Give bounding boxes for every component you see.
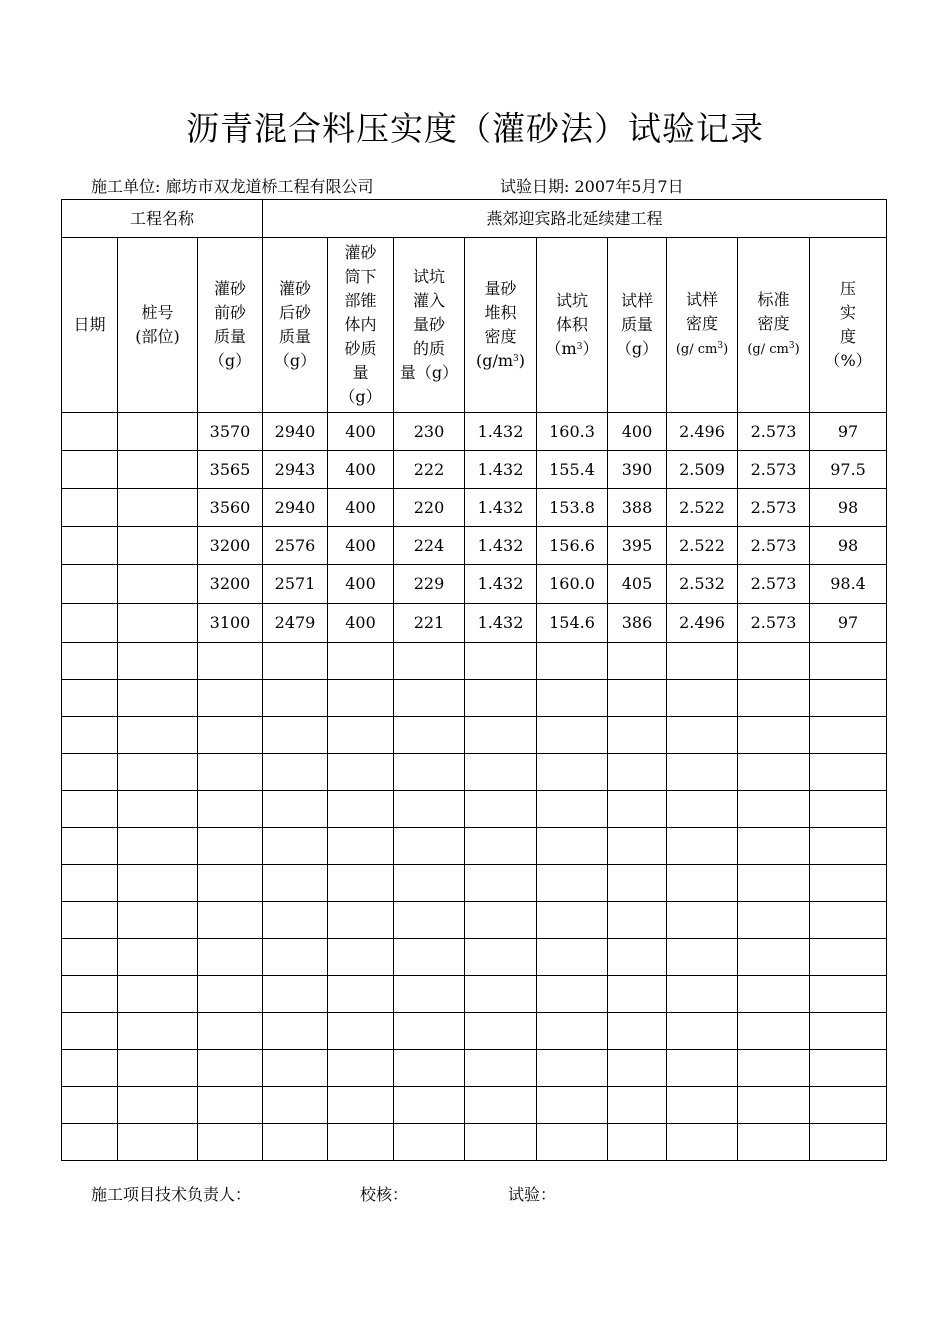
table-row <box>62 902 887 939</box>
cell-pit-sand-mass <box>394 865 465 902</box>
cell-pile <box>118 902 198 939</box>
table-row <box>62 865 887 902</box>
cell-standard-density <box>738 828 810 865</box>
cell-pile <box>118 1124 198 1161</box>
cell-sample-mass <box>608 754 667 791</box>
cell-sand-before: 3560 <box>198 489 263 527</box>
table-row <box>62 1124 887 1161</box>
cell-sample-mass <box>608 1087 667 1124</box>
cell-sand-before <box>198 791 263 828</box>
project-name: 燕郊迎宾路北延续建工程 <box>263 200 887 238</box>
header-pit-volume: 试坑 体积 $(m^3)$ <box>537 238 608 413</box>
cell-cone-sand <box>328 754 394 791</box>
cell-cone-sand <box>328 1087 394 1124</box>
cell-date <box>62 902 118 939</box>
cell-bulk-density <box>465 976 537 1013</box>
cell-compaction <box>810 902 887 939</box>
cell-bulk-density <box>465 643 537 680</box>
cell-date <box>62 976 118 1013</box>
cell-pit-volume: 154.6 <box>537 604 608 643</box>
cell-cone-sand <box>328 1013 394 1050</box>
cell-pit-volume <box>537 791 608 828</box>
cell-pile <box>118 527 198 565</box>
cell-standard-density <box>738 717 810 754</box>
header-cone-sand: 灌砂 筒下 部锥 体内 砂质 量 （g） <box>328 238 394 413</box>
table-row <box>62 413 887 451</box>
cell-date <box>62 1087 118 1124</box>
cell-sand-after <box>263 791 328 828</box>
cell-bulk-density <box>465 865 537 902</box>
table-row <box>62 680 887 717</box>
cell-date <box>62 791 118 828</box>
cell-standard-density: 2.573 <box>738 413 810 451</box>
cell-pit-sand-mass <box>394 902 465 939</box>
cell-date <box>62 604 118 643</box>
header-compaction: 压 实 度 （%） <box>810 238 887 413</box>
header-sample-mass: 试样 质量 （g） <box>608 238 667 413</box>
cell-sand-before <box>198 939 263 976</box>
cell-pit-sand-mass <box>394 680 465 717</box>
cell-pit-volume <box>537 939 608 976</box>
cell-cone-sand: 400 <box>328 489 394 527</box>
cell-pit-sand-mass <box>394 1124 465 1161</box>
header-date: 日期 <box>62 238 118 413</box>
cell-compaction <box>810 1087 887 1124</box>
cell-standard-density <box>738 1087 810 1124</box>
project-label: 工程名称 <box>62 200 263 238</box>
cell-pit-sand-mass: 220 <box>394 489 465 527</box>
cell-sample-density <box>667 1124 738 1161</box>
cell-sample-density <box>667 717 738 754</box>
cell-standard-density: 2.573 <box>738 604 810 643</box>
cell-pit-volume <box>537 1050 608 1087</box>
construction-unit <box>91 174 374 197</box>
table-row <box>62 976 887 1013</box>
cell-compaction <box>810 1124 887 1161</box>
cell-pit-volume <box>537 1087 608 1124</box>
cell-pit-sand-mass: 222 <box>394 451 465 489</box>
cell-sample-mass: 395 <box>608 527 667 565</box>
cell-pit-volume <box>537 865 608 902</box>
cell-pile <box>118 680 198 717</box>
cell-sand-after <box>263 643 328 680</box>
cell-compaction <box>810 976 887 1013</box>
cell-bulk-density <box>465 1087 537 1124</box>
cell-sample-mass <box>608 976 667 1013</box>
cell-pile <box>118 489 198 527</box>
cell-pile <box>118 643 198 680</box>
cell-pit-volume <box>537 902 608 939</box>
cell-pit-sand-mass <box>394 828 465 865</box>
cell-cone-sand: 400 <box>328 451 394 489</box>
cell-pile <box>118 604 198 643</box>
cell-standard-density <box>738 1013 810 1050</box>
header-standard-density: 标准 密度 (g/ $cm^3$) <box>738 238 810 413</box>
cell-sample-mass <box>608 717 667 754</box>
cell-sand-after: 2940 <box>263 413 328 451</box>
cell-pit-volume <box>537 828 608 865</box>
cell-bulk-density: 1.432 <box>465 604 537 643</box>
cell-bulk-density <box>465 1124 537 1161</box>
cell-compaction: 97.5 <box>810 451 887 489</box>
cell-sand-after <box>263 902 328 939</box>
cell-pile <box>118 1050 198 1087</box>
cell-date <box>62 828 118 865</box>
cell-standard-density <box>738 865 810 902</box>
cell-pit-sand-mass <box>394 791 465 828</box>
cell-compaction: 98 <box>810 489 887 527</box>
cell-cone-sand <box>328 791 394 828</box>
cell-date <box>62 643 118 680</box>
cell-sample-density <box>667 828 738 865</box>
construction-unit-value: 廊坊市双龙道桥工程有限公司 <box>165 177 374 196</box>
cell-sand-before <box>198 902 263 939</box>
record-table <box>61 199 887 1161</box>
cell-sand-before <box>198 717 263 754</box>
header-sand-before: 灌砂 前砂 质量 （g） <box>198 238 263 413</box>
cell-sand-after <box>263 865 328 902</box>
cell-compaction <box>810 643 887 680</box>
table-row <box>62 527 887 565</box>
cell-cone-sand: 400 <box>328 527 394 565</box>
cell-sample-density: 2.496 <box>667 604 738 643</box>
cell-sample-density <box>667 902 738 939</box>
cell-date <box>62 717 118 754</box>
cell-pile <box>118 1013 198 1050</box>
cell-sand-before: 3565 <box>198 451 263 489</box>
cell-cone-sand <box>328 680 394 717</box>
cell-pit-volume: 155.4 <box>537 451 608 489</box>
cell-sand-before <box>198 680 263 717</box>
cell-standard-density <box>738 791 810 828</box>
cell-sand-before <box>198 1013 263 1050</box>
table-row <box>62 643 887 680</box>
table-row <box>62 451 887 489</box>
cell-pit-volume <box>537 1013 608 1050</box>
cell-standard-density <box>738 680 810 717</box>
header-pit-sand-mass: 试坑 灌入 量砂 的质 量（g） <box>394 238 465 413</box>
cell-sample-density: 2.522 <box>667 489 738 527</box>
cell-bulk-density <box>465 1050 537 1087</box>
reviewer-signature: 校核： <box>360 1185 409 1204</box>
cell-sample-density: 2.522 <box>667 527 738 565</box>
cell-compaction: 98.4 <box>810 565 887 604</box>
cell-sample-density <box>667 865 738 902</box>
cell-cone-sand <box>328 828 394 865</box>
cell-cone-sand <box>328 865 394 902</box>
test-date-label: 试验日期: <box>500 177 570 196</box>
cell-sample-mass: 388 <box>608 489 667 527</box>
cell-sample-mass: 400 <box>608 413 667 451</box>
cell-pit-volume: 156.6 <box>537 527 608 565</box>
cell-compaction: 97 <box>810 413 887 451</box>
table-row <box>62 604 887 643</box>
cell-sand-after <box>263 1087 328 1124</box>
cell-sand-before <box>198 1124 263 1161</box>
cell-standard-density <box>738 754 810 791</box>
cell-standard-density <box>738 643 810 680</box>
cell-compaction <box>810 1013 887 1050</box>
cell-standard-density <box>738 939 810 976</box>
cell-sand-after: 2940 <box>263 489 328 527</box>
cell-pit-volume: 160.0 <box>537 565 608 604</box>
cell-sample-mass <box>608 680 667 717</box>
cell-pile <box>118 828 198 865</box>
cell-sand-after <box>263 1124 328 1161</box>
cell-bulk-density: 1.432 <box>465 451 537 489</box>
cell-pile <box>118 413 198 451</box>
cell-compaction <box>810 791 887 828</box>
table-row <box>62 939 887 976</box>
cell-bulk-density: 1.432 <box>465 527 537 565</box>
cell-compaction: 97 <box>810 604 887 643</box>
cell-bulk-density: 1.432 <box>465 489 537 527</box>
cell-sand-before <box>198 1050 263 1087</box>
page-title: 沥青混合料压实度（灌砂法）试验记录 <box>186 109 764 148</box>
cell-pile <box>118 939 198 976</box>
tech-lead-signature: 施工项目技术负责人： <box>91 1185 252 1204</box>
cell-date <box>62 451 118 489</box>
cell-date <box>62 939 118 976</box>
cell-bulk-density <box>465 902 537 939</box>
cell-standard-density <box>738 1124 810 1161</box>
cell-sand-before: 3100 <box>198 604 263 643</box>
cell-pit-volume <box>537 680 608 717</box>
cell-bulk-density <box>465 939 537 976</box>
cell-pit-volume: 153.8 <box>537 489 608 527</box>
cell-cone-sand <box>328 939 394 976</box>
cell-date <box>62 1050 118 1087</box>
cell-sample-mass <box>608 865 667 902</box>
cell-cone-sand <box>328 643 394 680</box>
cell-sand-before <box>198 1087 263 1124</box>
cell-standard-density: 2.573 <box>738 489 810 527</box>
cell-date <box>62 754 118 791</box>
cell-pile <box>118 717 198 754</box>
cell-date <box>62 865 118 902</box>
cell-compaction <box>810 865 887 902</box>
header-sample-density: 试样 密度 (g/ $cm^3$) <box>667 238 738 413</box>
cell-pit-sand-mass <box>394 643 465 680</box>
cell-sand-after: 2943 <box>263 451 328 489</box>
table-row <box>62 565 887 604</box>
cell-pit-volume <box>537 1124 608 1161</box>
test-date <box>500 174 684 197</box>
cell-sample-mass <box>608 1124 667 1161</box>
cell-cone-sand <box>328 902 394 939</box>
header-pile: 桩号 (部位) <box>118 238 198 413</box>
cell-sample-mass <box>608 1013 667 1050</box>
table-row <box>62 1087 887 1124</box>
cell-pit-sand-mass <box>394 976 465 1013</box>
cell-sand-before <box>198 865 263 902</box>
cell-sample-mass <box>608 902 667 939</box>
cell-pit-sand-mass <box>394 1087 465 1124</box>
cell-sand-before <box>198 754 263 791</box>
cell-sample-density <box>667 1087 738 1124</box>
table-row <box>62 791 887 828</box>
table-row <box>62 828 887 865</box>
cell-compaction <box>810 680 887 717</box>
table-row <box>62 1013 887 1050</box>
cell-pit-volume <box>537 643 608 680</box>
cell-bulk-density <box>465 717 537 754</box>
cell-date <box>62 680 118 717</box>
cell-compaction <box>810 1050 887 1087</box>
cell-bulk-density <box>465 828 537 865</box>
cell-sample-mass: 386 <box>608 604 667 643</box>
cell-pit-sand-mass: 229 <box>394 565 465 604</box>
cell-sand-before <box>198 643 263 680</box>
cell-sample-mass <box>608 939 667 976</box>
cell-cone-sand <box>328 1124 394 1161</box>
cell-compaction <box>810 828 887 865</box>
cell-pit-sand-mass <box>394 939 465 976</box>
test-date-value: 2007年5月7日 <box>574 177 684 196</box>
cell-cone-sand: 400 <box>328 565 394 604</box>
cell-bulk-density <box>465 680 537 717</box>
cell-sand-before: 3570 <box>198 413 263 451</box>
cell-sand-before <box>198 828 263 865</box>
cell-sample-mass: 390 <box>608 451 667 489</box>
cell-pit-sand-mass <box>394 717 465 754</box>
cell-pile <box>118 791 198 828</box>
table-row <box>62 717 887 754</box>
construction-unit-label: 施工单位: <box>91 177 161 196</box>
cell-sand-after <box>263 680 328 717</box>
cell-pit-sand-mass: 230 <box>394 413 465 451</box>
cell-sample-mass <box>608 1050 667 1087</box>
cell-pit-volume <box>537 976 608 1013</box>
header-row <box>62 238 887 413</box>
cell-pile <box>118 1087 198 1124</box>
cell-cone-sand <box>328 976 394 1013</box>
cell-sample-density <box>667 1013 738 1050</box>
cell-date <box>62 489 118 527</box>
cell-cone-sand: 400 <box>328 413 394 451</box>
cell-sample-density <box>667 976 738 1013</box>
cell-pit-sand-mass: 221 <box>394 604 465 643</box>
cell-standard-density: 2.573 <box>738 527 810 565</box>
cell-pit-volume <box>537 754 608 791</box>
cell-sand-after: 2479 <box>263 604 328 643</box>
cell-date <box>62 565 118 604</box>
cell-pit-sand-mass: 224 <box>394 527 465 565</box>
cell-pile <box>118 565 198 604</box>
cell-sand-before: 3200 <box>198 565 263 604</box>
cell-bulk-density <box>465 1013 537 1050</box>
header-bulk-density: 量砂 堆积 密度 $(g/m^3)$ <box>465 238 537 413</box>
cell-sample-mass <box>608 791 667 828</box>
cell-pile <box>118 976 198 1013</box>
cell-standard-density <box>738 902 810 939</box>
cell-pit-sand-mass <box>394 1050 465 1087</box>
cell-cone-sand <box>328 1050 394 1087</box>
project-row <box>62 200 887 238</box>
cell-standard-density <box>738 1050 810 1087</box>
cell-sand-after <box>263 754 328 791</box>
cell-sand-before <box>198 976 263 1013</box>
cell-cone-sand <box>328 717 394 754</box>
cell-sample-density <box>667 939 738 976</box>
tester-signature: 试验： <box>508 1185 557 1204</box>
cell-standard-density <box>738 976 810 1013</box>
cell-sample-density <box>667 643 738 680</box>
cell-sand-after <box>263 939 328 976</box>
cell-sand-after: 2571 <box>263 565 328 604</box>
cell-sand-after <box>263 1050 328 1087</box>
cell-sample-density <box>667 1050 738 1087</box>
cell-pit-sand-mass <box>394 754 465 791</box>
cell-date <box>62 527 118 565</box>
cell-date <box>62 1013 118 1050</box>
cell-date <box>62 413 118 451</box>
cell-sand-before: 3200 <box>198 527 263 565</box>
cell-sand-after <box>263 717 328 754</box>
header-sand-after: 灌砂 后砂 质量 （g） <box>263 238 328 413</box>
cell-bulk-density <box>465 754 537 791</box>
cell-date <box>62 1124 118 1161</box>
cell-sample-mass <box>608 828 667 865</box>
cell-compaction <box>810 754 887 791</box>
cell-sample-density: 2.509 <box>667 451 738 489</box>
cell-bulk-density: 1.432 <box>465 413 537 451</box>
cell-sample-density: 2.496 <box>667 413 738 451</box>
cell-pile <box>118 865 198 902</box>
cell-standard-density: 2.573 <box>738 451 810 489</box>
table-row <box>62 489 887 527</box>
table-row <box>62 754 887 791</box>
cell-sand-after <box>263 976 328 1013</box>
cell-sand-after: 2576 <box>263 527 328 565</box>
cell-sample-density <box>667 680 738 717</box>
cell-sample-mass: 405 <box>608 565 667 604</box>
cell-sample-density <box>667 791 738 828</box>
cell-sample-density: 2.532 <box>667 565 738 604</box>
cell-compaction <box>810 717 887 754</box>
cell-sand-after <box>263 1013 328 1050</box>
cell-bulk-density: 1.432 <box>465 565 537 604</box>
cell-compaction: 98 <box>810 527 887 565</box>
cell-compaction <box>810 939 887 976</box>
cell-pit-volume: 160.3 <box>537 413 608 451</box>
cell-sample-density <box>667 754 738 791</box>
cell-sand-after <box>263 828 328 865</box>
cell-standard-density: 2.573 <box>738 565 810 604</box>
cell-bulk-density <box>465 791 537 828</box>
cell-pile <box>118 754 198 791</box>
cell-pit-sand-mass <box>394 1013 465 1050</box>
table-row <box>62 1050 887 1087</box>
cell-cone-sand: 400 <box>328 604 394 643</box>
cell-sample-mass <box>608 643 667 680</box>
cell-pile <box>118 451 198 489</box>
cell-pit-volume <box>537 717 608 754</box>
